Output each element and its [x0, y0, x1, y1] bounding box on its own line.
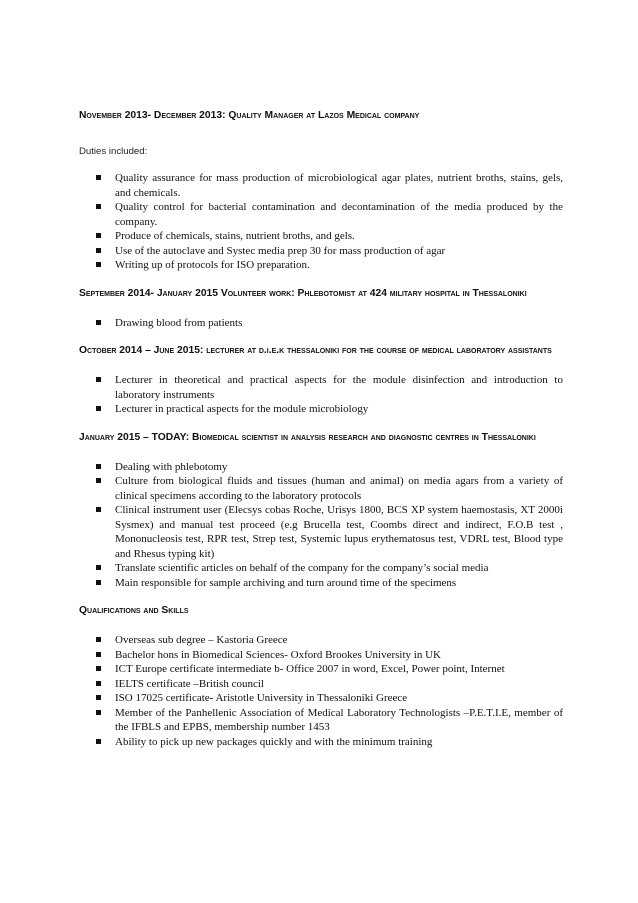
- list-item: [115, 677, 563, 692]
- square-bullet-icon: [96, 478, 101, 483]
- list-item: [115, 662, 563, 677]
- section-heading-sep2014: September 2014- January 2015 Volunteer work: Phlebotomist at 424 military hospital in Thessaloniki: [79, 287, 527, 299]
- square-bullet-icon: [96, 248, 101, 253]
- list-item-text: Use of the autoclave and Systec media prep 30 for mass production of agar: [115, 244, 446, 257]
- duties-intro: Duties included:: [79, 146, 148, 157]
- square-bullet-icon: [96, 637, 101, 642]
- list-item-text: Culture from biological fluids and tissues (human and animal) on media agars from a variety of clinical specimens according to the laboratory protocols: [115, 475, 563, 502]
- list-item: [115, 576, 563, 591]
- list-item-text: Main responsible for sample archiving and turn around time of the specimens: [115, 576, 457, 589]
- list-item-text: IELTS certificate –British council: [115, 677, 264, 690]
- list-item-text: Member of the Panhellenic Association of Medical Laboratory Technologists –P.E.T.I.E, member of the IFBLS and EPBS, membership number 1453: [115, 706, 563, 733]
- list-item: [115, 735, 563, 750]
- list-item-text: Bachelor hons in Biomedical Sciences- Oxford Brookes University in UK: [115, 648, 441, 661]
- section-heading-qualifications: Qualifications and Skills: [79, 605, 189, 616]
- square-bullet-icon: [96, 681, 101, 686]
- square-bullet-icon: [96, 320, 101, 325]
- square-bullet-icon: [96, 565, 101, 570]
- list-item-text: ICT Europe certificate intermediate b- Office 2007 in word, Excel, Power point, Internet: [115, 663, 505, 675]
- list-item-text: Clinical instrument user (Elecsys cobas Roche, Urisys 1800, BCS XP system haemostasis, XT 2000i Sysmex) and manual test proceed (e.g Brucella test, Coombs direct and indirect, F.O.B test , Mononucleosis test, RPR test, Strep test, Systemic lupus erythematosus test, VDRL test, Blood type and Rhesus typing kit): [115, 504, 563, 560]
- list-item-text: ISO 17025 certificate- Aristotle University in Thessaloniki Greece: [115, 692, 408, 704]
- section-heading-oct2014: October 2014 – June 2015: lecturer at d.i.e.k thessaloniki for the course of medical laboratory assistants: [79, 345, 552, 356]
- list-item-text: Dealing with phlebotomy: [115, 460, 228, 473]
- list-item: [115, 402, 563, 417]
- list-item-text: Produce of chemicals, stains, nutrient broths, and gels.: [115, 230, 355, 242]
- list-item: [115, 316, 563, 331]
- list-item-text: Overseas sub degree – Kastoria Greece: [115, 634, 288, 646]
- square-bullet-icon: [96, 507, 101, 512]
- list-item: [115, 258, 563, 273]
- square-bullet-icon: [96, 175, 101, 180]
- list-item: [115, 691, 563, 706]
- list-item: [115, 373, 563, 402]
- section-heading-jan2015: January 2015 – TODAY: Biomedical scientist in analysis research and diagnostic centres in Thessaloniki: [79, 431, 536, 443]
- cv-content: [79, 106, 563, 749]
- list-item: [115, 229, 563, 244]
- bullet-list-sep2014: [79, 316, 563, 331]
- list-item: [115, 648, 563, 663]
- list-item: [115, 503, 563, 561]
- square-bullet-icon: [96, 580, 101, 585]
- list-item: [115, 474, 563, 503]
- list-item: [115, 460, 563, 475]
- square-bullet-icon: [96, 695, 101, 700]
- list-item-text: Writing up of protocols for ISO preparation.: [115, 259, 310, 271]
- list-item: [115, 244, 563, 259]
- list-item: [115, 171, 563, 200]
- list-item-text: Quality control for bacterial contamination and decontamination of the media produced by the company.: [115, 201, 563, 228]
- list-item-text: Ability to pick up new packages quickly and with the minimum training: [115, 735, 433, 748]
- square-bullet-icon: [96, 652, 101, 657]
- square-bullet-icon: [96, 666, 101, 671]
- list-item-text: Translate scientific articles on behalf of the company for the company’s social media: [115, 562, 489, 574]
- list-item-text: Quality assurance for mass production of microbiological agar plates, nutrient broths, stains, gels, and chemicals.: [115, 172, 563, 199]
- bullet-list-jan2015: [79, 460, 563, 591]
- list-item: [115, 706, 563, 735]
- bullet-list-qualifications: [79, 633, 563, 749]
- list-item-text: Lecturer in theoretical and practical aspects for the module disinfection and introduction to laboratory instruments: [115, 374, 563, 401]
- square-bullet-icon: [96, 464, 101, 469]
- bullet-list-nov2013: [79, 171, 563, 273]
- square-bullet-icon: [96, 739, 101, 744]
- list-item: [115, 561, 563, 576]
- list-item: [115, 633, 563, 648]
- square-bullet-icon: [96, 204, 101, 209]
- square-bullet-icon: [96, 710, 101, 715]
- list-item-text: Drawing blood from patients: [115, 316, 243, 329]
- list-item-text: Lecturer in practical aspects for the module microbiology: [115, 403, 369, 415]
- section-heading-nov2013: November 2013- December 2013: Quality Manager at Lazos Medical company: [79, 110, 420, 121]
- square-bullet-icon: [96, 377, 101, 382]
- bullet-list-oct2014: [79, 373, 563, 417]
- square-bullet-icon: [96, 406, 101, 411]
- square-bullet-icon: [96, 262, 101, 267]
- list-item: [115, 200, 563, 229]
- square-bullet-icon: [96, 233, 101, 238]
